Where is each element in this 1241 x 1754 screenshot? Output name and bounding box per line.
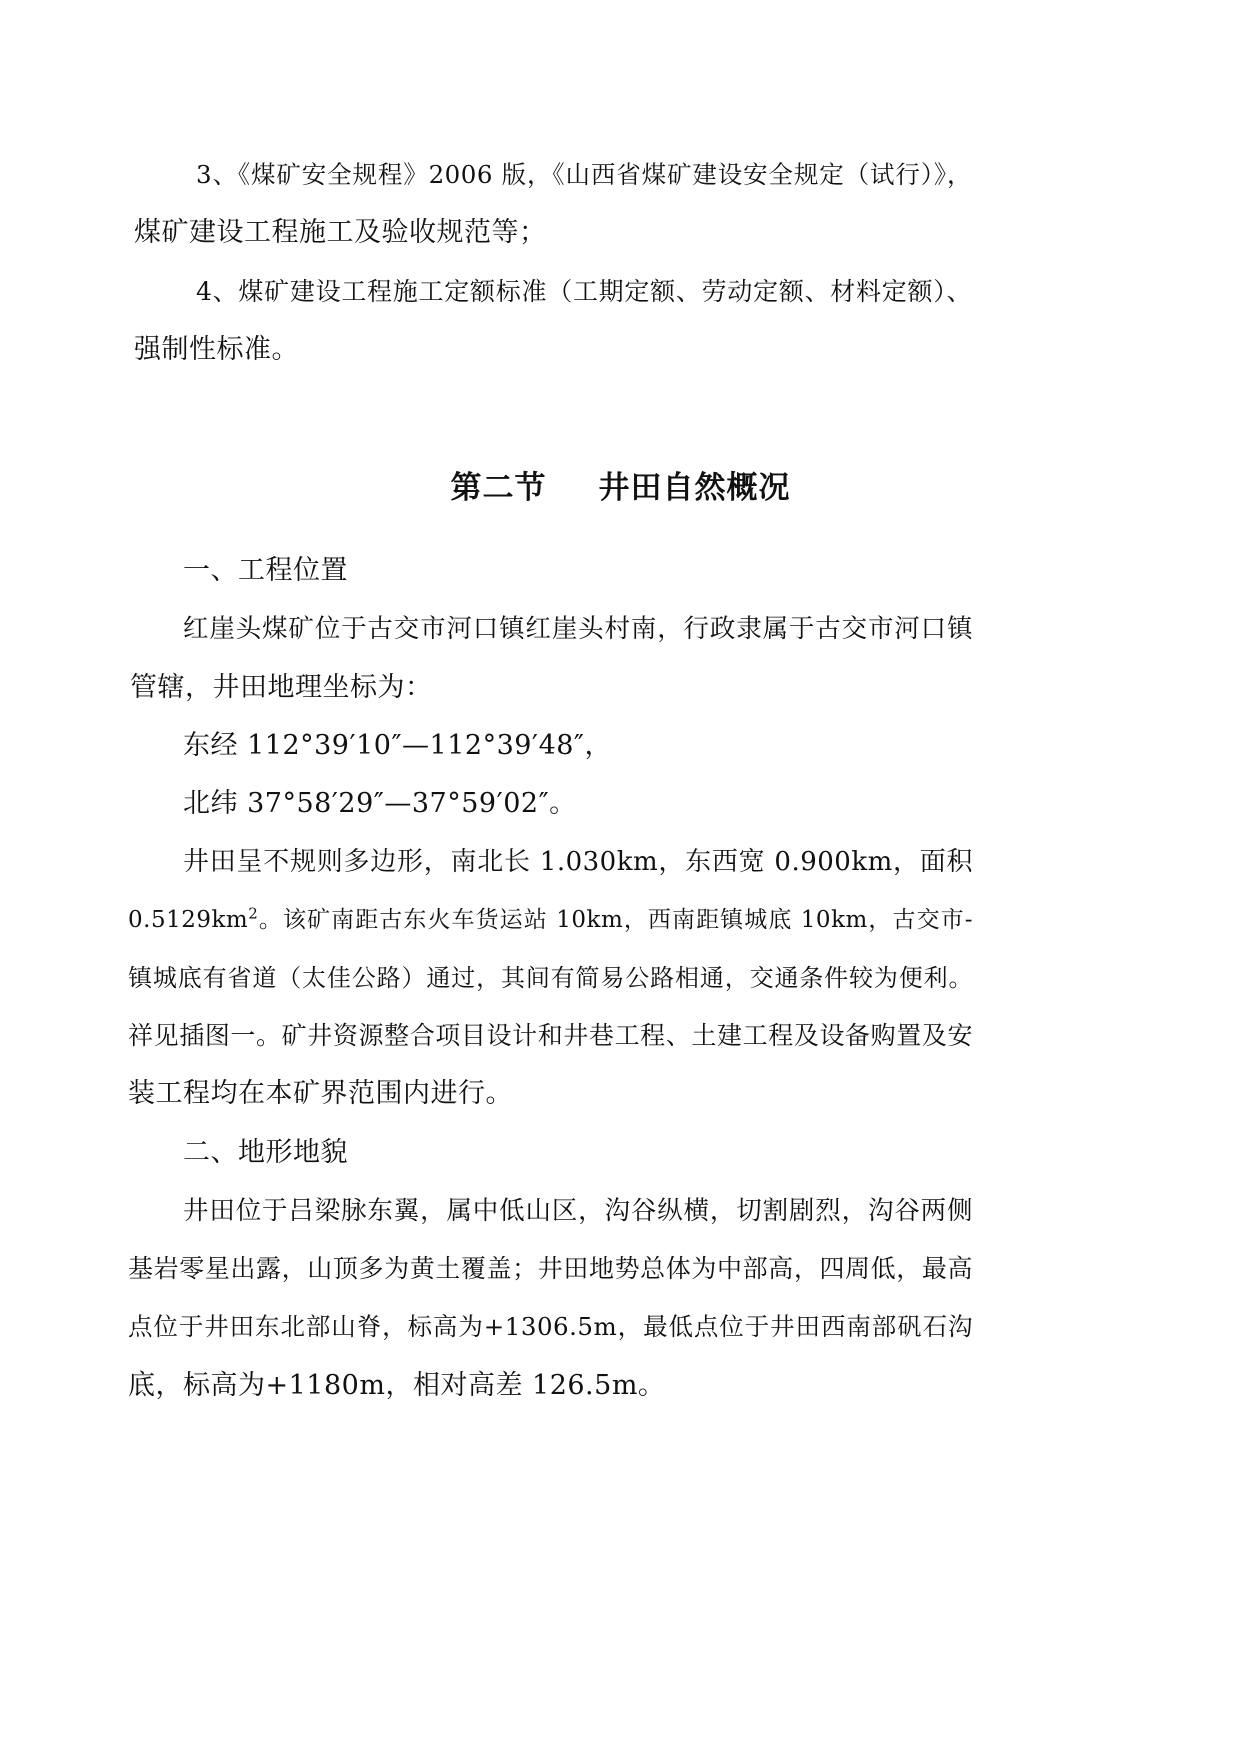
reference-item-4-line1: 4、煤矿建设工程施工定额标准（工期定额、劳动定额、材料定额）、 (196, 277, 972, 306)
location-para-line3: 镇城底有省道（太佳公路）通过，其间有简易公路相通，交通条件较为便利。 (128, 964, 973, 992)
terrain-line3: 点位于井田东北部山脊，标高为+1306.5m，最低点位于井田西南部矾石沟 (128, 1312, 973, 1341)
reference-item-4-line2: 强制性标准。 (134, 334, 299, 365)
longitude-coordinates: 东经 112°39′10″—112°39′48″， (183, 730, 613, 761)
section-number: 第二节 (450, 470, 547, 506)
terrain-line2: 基岩零星出露，山顶多为黄土覆盖；井田地势总体为中部高，四周低，最高 (128, 1254, 973, 1283)
location-heading: 一、工程位置 (183, 555, 348, 586)
terrain-heading: 二、地形地貌 (183, 1137, 348, 1168)
terrain-line4: 底，标高为+1180m，相对高差 126.5m。 (128, 1370, 666, 1401)
location-para-line4: 祥见插图一。矿井资源整合项目设计和井巷工程、土建工程及设备购置及安 (128, 1021, 973, 1050)
location-para-line2 (128, 900, 973, 940)
location-intro-line1: 红崖头煤矿位于古交市河口镇红崖头村南，行政隶属于古交市河口镇 (183, 614, 973, 644)
location-para-line5: 装工程均在本矿界范围内进行。 (128, 1078, 513, 1109)
location-para-line2-rest: 。该矿南距古东火车货运站 10km，西南距镇城底 10km，古交市- (258, 907, 973, 933)
reference-item-3-line1: 3、《煤矿安全规程》2006 版，《山西省煤矿建设安全规定（试行）》， (196, 160, 972, 189)
section-name: 井田自然概况 (598, 470, 791, 506)
location-para-line1: 井田呈不规则多边形，南北长 1.030km，东西宽 0.900km，面积 (183, 847, 973, 877)
location-intro-line2: 管辖，井田地理坐标为： (130, 672, 433, 703)
terrain-line1: 井田位于吕梁脉东翼，属中低山区，沟谷纵横，切割剧烈，沟谷两侧 (183, 1196, 973, 1226)
mine-area: 0.5129km (128, 907, 249, 933)
area-unit-exponent: 2 (248, 904, 259, 923)
reference-item-3-line2: 煤矿建设工程施工及验收规范等； (134, 217, 547, 248)
section-title (0, 466, 1241, 510)
latitude-coordinates: 北纬 37°58′29″—37°59′02″。 (183, 788, 577, 819)
